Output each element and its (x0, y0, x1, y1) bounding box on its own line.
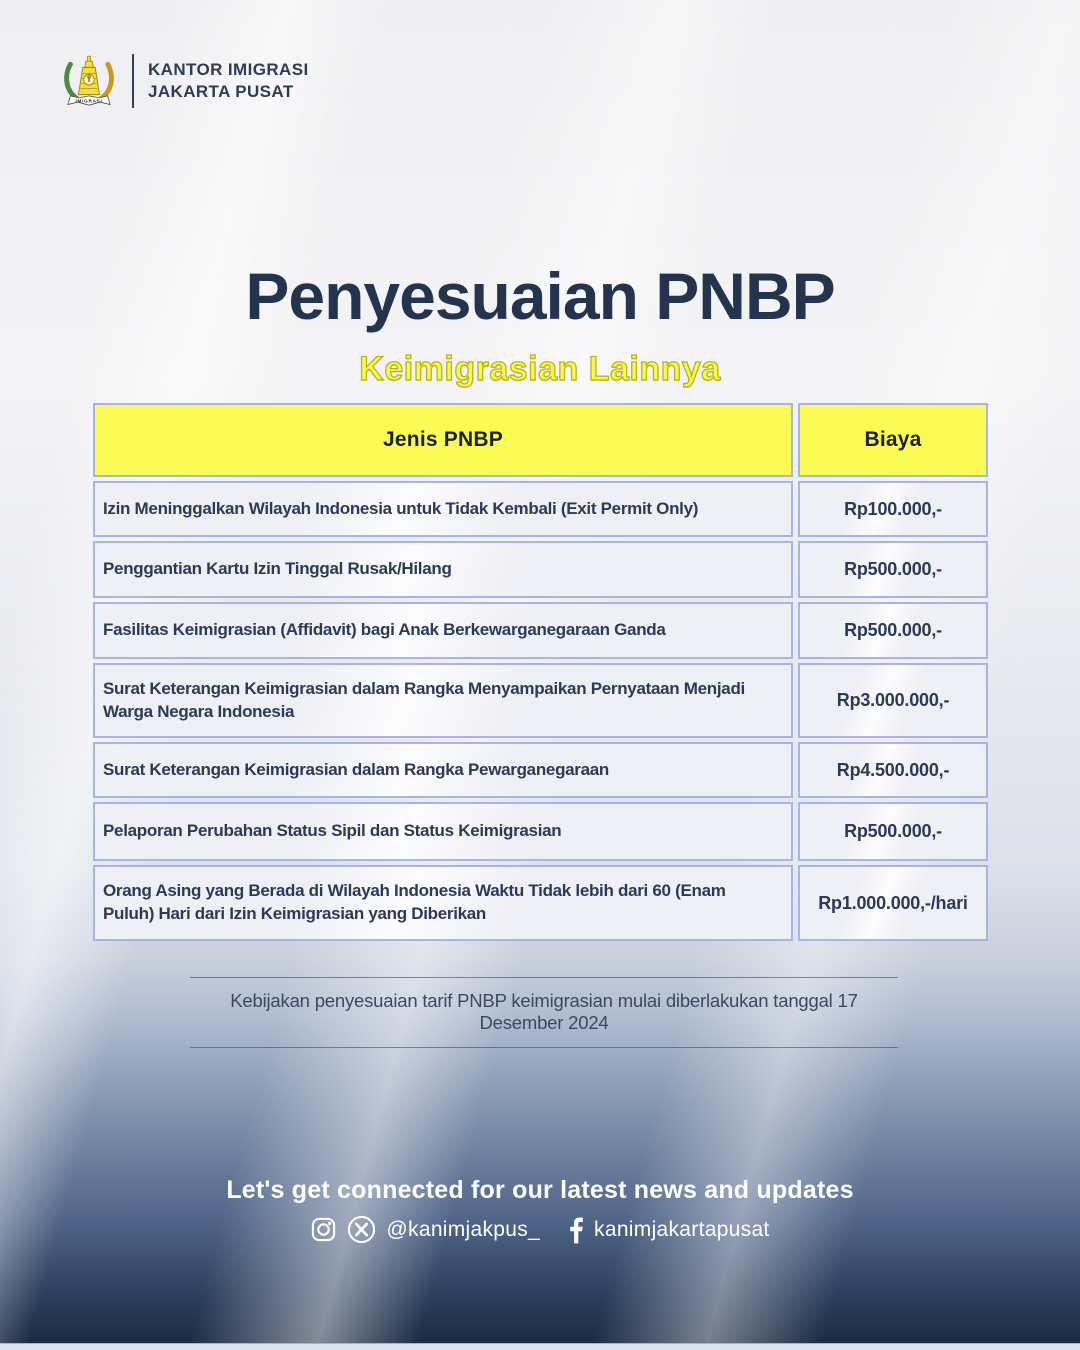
fee-table (93, 403, 988, 941)
footer-headline: Let's get connected for our latest news and updates (226, 1176, 854, 1204)
table-row-6-jenis: Pelaporan Perubahan Status Sipil dan Status Keimigrasian (93, 802, 793, 861)
immigration-emblem-icon (58, 48, 120, 114)
facebook-icon (568, 1216, 584, 1244)
table-row-3-biaya: Rp500.000,- (798, 602, 988, 659)
column-header-biaya: Biaya (798, 403, 988, 477)
table-row-3-jenis: Fasilitas Keimigrasian (Affidavit) bagi Anak Berkewarganegaraan Ganda (93, 602, 793, 659)
table-row-5-jenis: Surat Keterangan Keimigrasian dalam Rangka Pewarganegaraan (93, 742, 793, 798)
table-row-1-jenis: Izin Meninggalkan Wilayah Indonesia untuk Tidak Kembali (Exit Permit Only) (93, 481, 793, 537)
table-row-4-jenis: Surat Keterangan Keimigrasian dalam Rangka Menyampaikan Pernyataan Menjadi Warga Negara Indonesia (93, 663, 793, 738)
table-row-7-jenis: Orang Asing yang Berada di Wilayah Indonesia Waktu Tidak lebih dari 60 (Enam Puluh) Hari dari Izin Keimigrasian yang Diberikan (93, 865, 793, 941)
table-row-5-biaya: Rp4.500.000,- (798, 742, 988, 798)
social-row (0, 1215, 1080, 1244)
table-row-1-biaya: Rp100.000,- (798, 481, 988, 537)
policy-note: Kebijakan penyesuaian tarif PNBP keimigrasian mulai diberlakukan tanggal 17 Desember 2024 (190, 977, 898, 1048)
brand-header (58, 48, 309, 114)
page-title: Penyesuaian PNBP (245, 259, 835, 333)
table-row-2-biaya: Rp500.000,- (798, 541, 988, 598)
instagram-icon (310, 1216, 337, 1243)
instagram-x-handle: @kanimjakpus_ (386, 1217, 541, 1241)
table-row-7-biaya: Rp1.000.000,-/hari (798, 865, 988, 941)
brand-line2: JAKARTA PUSAT (148, 82, 294, 101)
brand-name (148, 59, 309, 103)
table-row-6-biaya: Rp500.000,- (798, 802, 988, 861)
brand-divider (132, 54, 134, 108)
column-header-jenis: Jenis PNBP (93, 403, 793, 477)
x-icon (347, 1215, 376, 1244)
brand-line1: KANTOR IMIGRASI (148, 60, 309, 79)
logo-ribbon-text: IMIGRASI (75, 98, 103, 104)
table-row-4-biaya: Rp3.000.000,- (798, 663, 988, 738)
bottom-strip (0, 1343, 1080, 1350)
facebook-handle: kanimjakartapusat (594, 1217, 770, 1241)
table-row-2-jenis: Penggantian Kartu Izin Tinggal Rusak/Hilang (93, 541, 793, 598)
page-subtitle: Keimigrasian Lainnya (359, 350, 721, 388)
